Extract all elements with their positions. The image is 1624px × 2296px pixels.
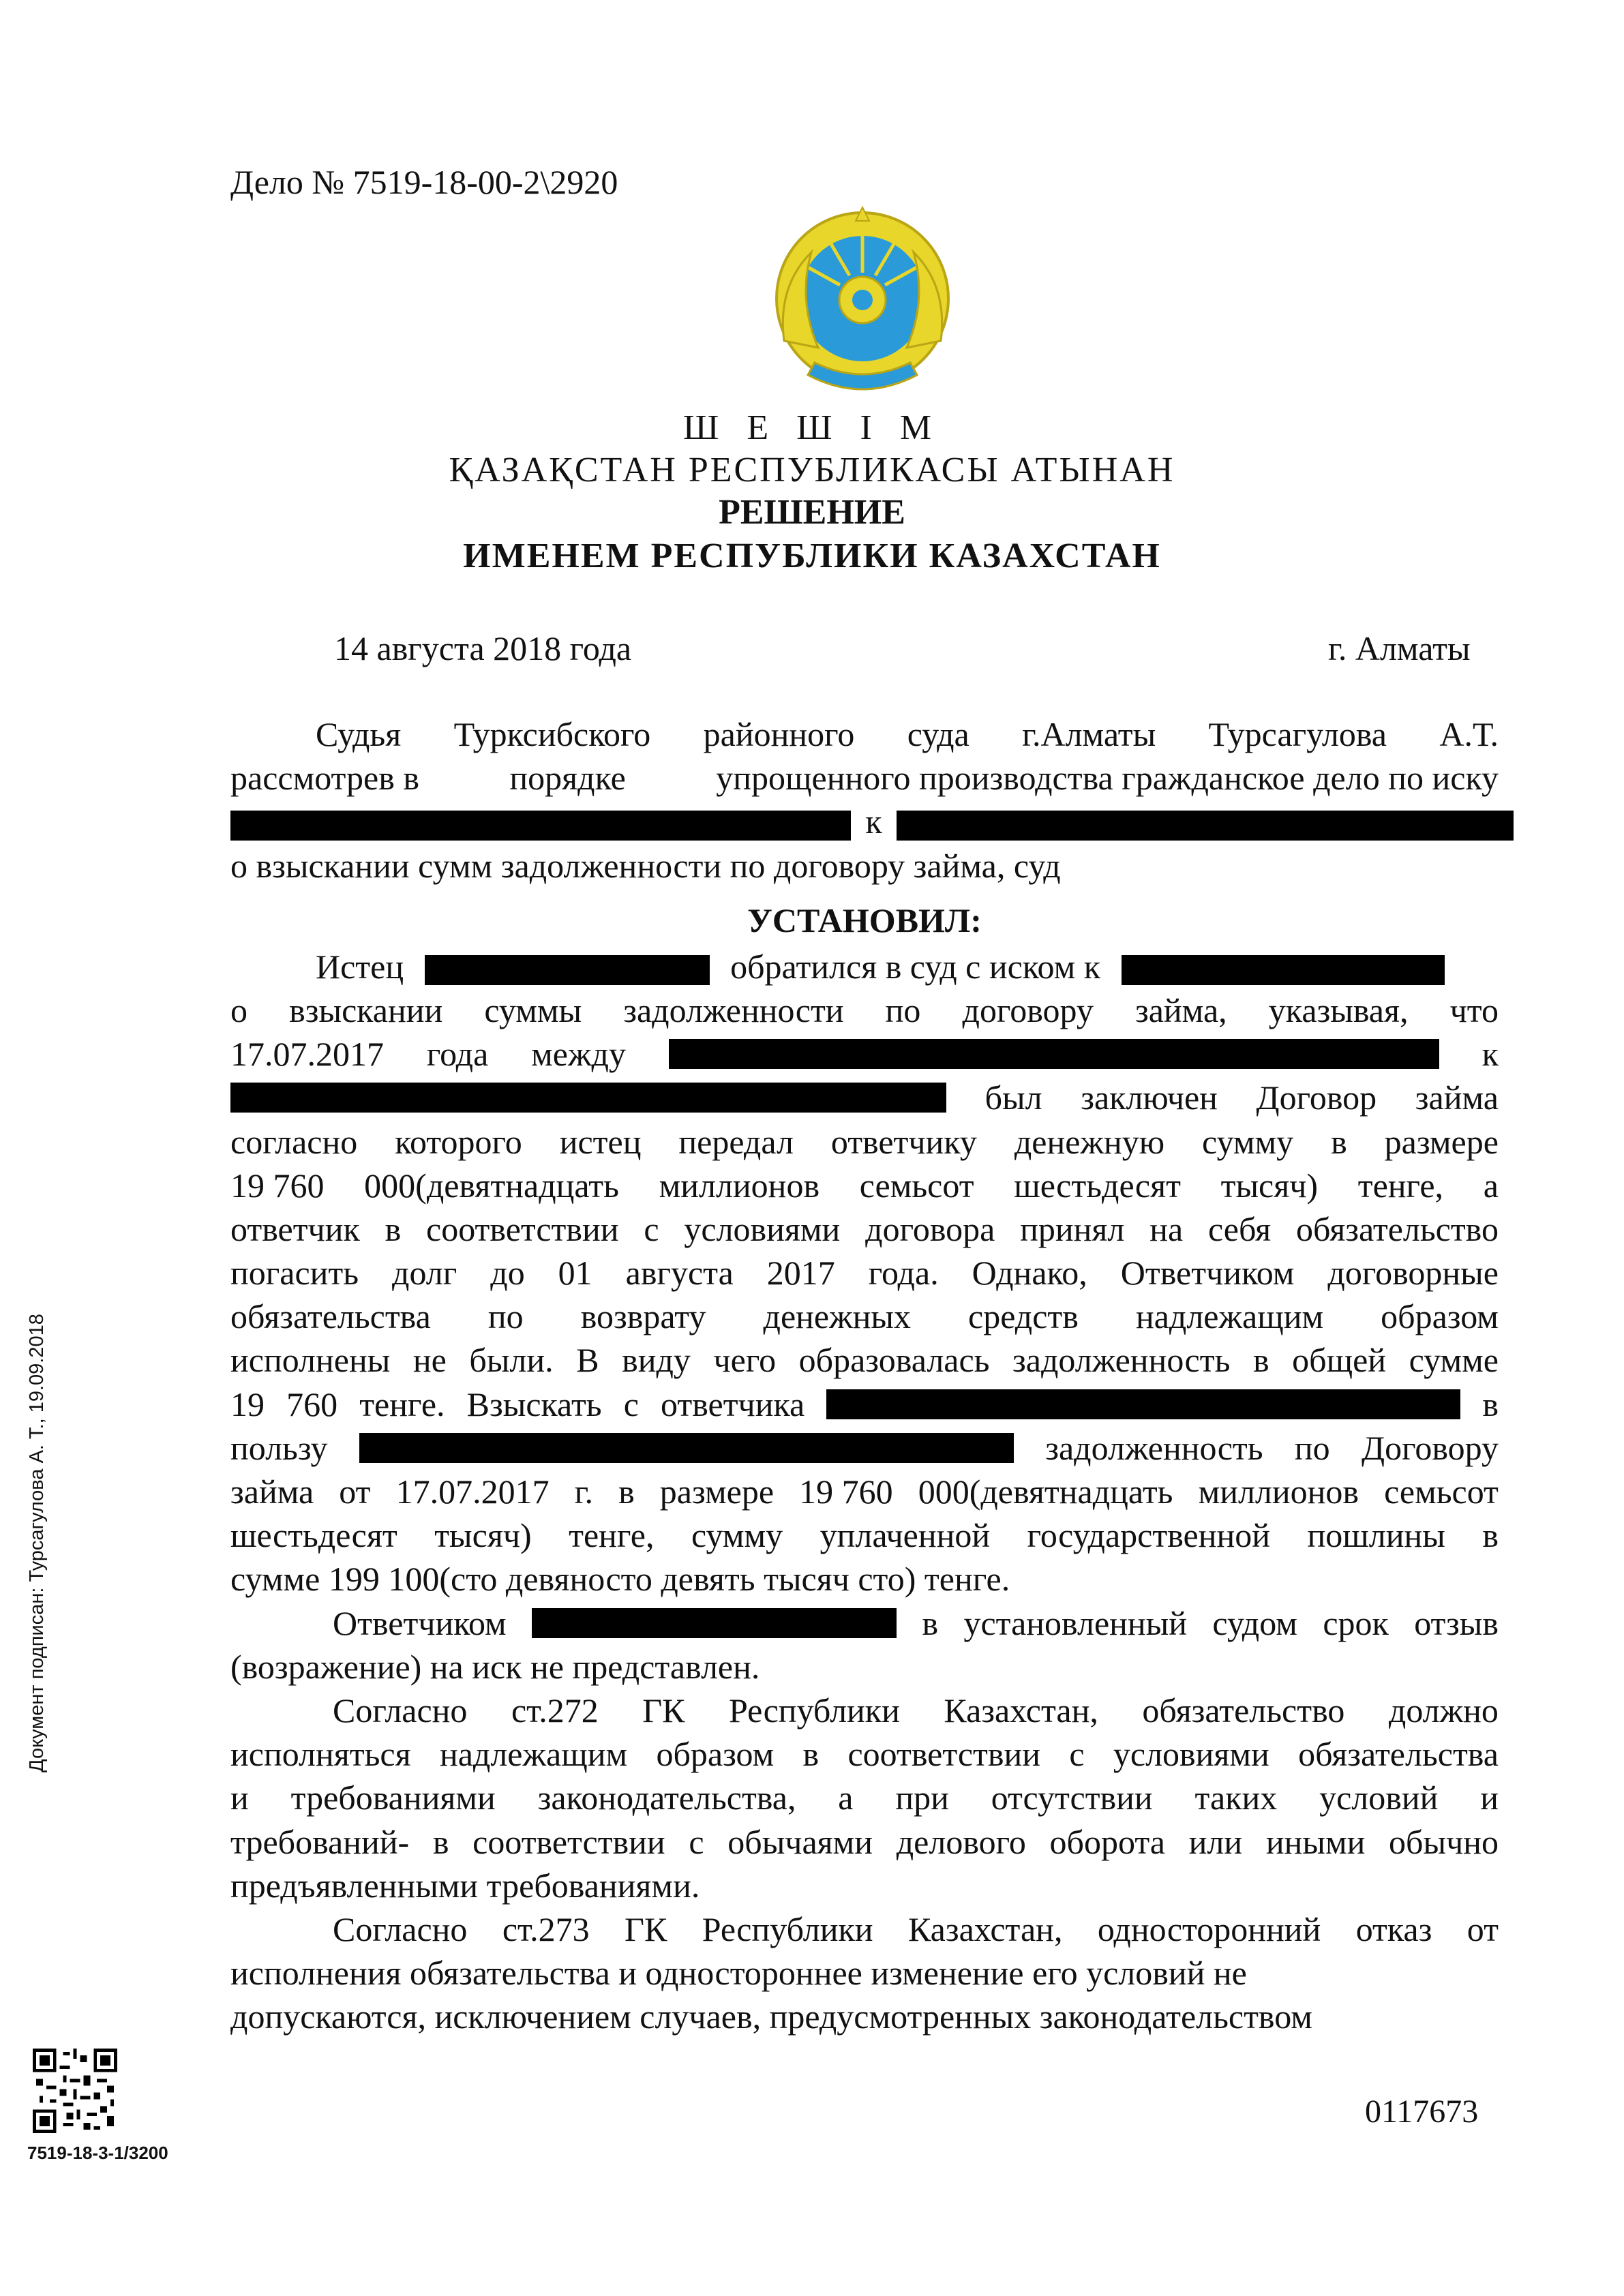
- intro-line-4: о взыскании сумм задолженности по договору займа, суд: [230, 846, 1061, 885]
- kazakhstan-state-emblem-icon: [770, 205, 954, 408]
- para1-line-15: сумме 199 100(сто девяносто девять тысяч сто) тенге.: [230, 1560, 1010, 1599]
- redacted-block: [826, 1389, 1460, 1419]
- intro-line-1: Судья Турксибского районного суда г.Алматы Турсагулова А.Т.: [316, 715, 1499, 753]
- para1-line-14: шестьдесят тысяч) тенге, сумму уплаченной государственной пошлины в: [230, 1516, 1499, 1555]
- serial-number: 0117673: [1365, 2094, 1479, 2130]
- header-kazakh-decision: Ш Е Ш І М: [682, 408, 942, 447]
- para3-line-1: Согласно ст.272 ГК Республики Казахстан, обязательство должно: [333, 1691, 1499, 1729]
- redacted-block: [230, 1083, 946, 1113]
- header-republic-name: ИМЕНЕМ РЕСПУБЛИКИ КАЗАХСТАН: [463, 537, 1161, 575]
- para1-line-1: Истец обратился в суд с иском к: [230, 945, 1499, 988]
- para1-line-8: погасить долг до 01 августа 2017 года. Однако, Ответчиком договорные: [230, 1254, 1499, 1293]
- qr-caption: 7519-18-3-1/3200: [27, 2143, 168, 2163]
- para1-line-6: 19 760 000(девятнадцать миллионов семьсот шестьдесят тысяч) тенге, а: [230, 1166, 1499, 1205]
- para4-line-1: Согласно ст.273 ГК Республики Казахстан, односторонний отказ от: [333, 1909, 1499, 1948]
- para1-line-2: о взыскании суммы задолженности по договору займа, указывая, что: [230, 991, 1499, 1029]
- document-body: [230, 712, 1499, 2038]
- decision-city: г. Алматы: [1328, 629, 1471, 667]
- qr-code-icon: [33, 2049, 117, 2133]
- para4-line-2: исполнения обязательства и одностороннее изменение его условий не: [230, 1954, 1247, 1993]
- para4-line-3: допускаются, исключением случаев, предусмотренных законодательством: [230, 1997, 1312, 2036]
- para1-line-10: исполнены не были. В виду чего образовалась задолженность в общей сумме: [230, 1341, 1499, 1380]
- redacted-block: [532, 1608, 897, 1638]
- redacted-block: [230, 811, 851, 841]
- para1-line-11: 19 760 тенге. Взыскать с ответчика в: [230, 1385, 1499, 1423]
- header-kazakh-name: ҚАЗАҚСТАН РЕСПУБЛИКАСЫ АТЫНАН: [449, 451, 1175, 489]
- para3-line-2: исполняться надлежащим образом в соответствии с условиями обязательства: [230, 1735, 1499, 1774]
- redacted-block: [359, 1433, 1014, 1463]
- redacted-block: [669, 1039, 1439, 1069]
- redacted-block: [1122, 955, 1445, 985]
- case-number: Дело № 7519-18-00-2\2920: [230, 163, 618, 201]
- intro-line-3: к: [230, 800, 1499, 843]
- para1-line-12: пользу задолженность по Договору: [230, 1428, 1499, 1467]
- signature-note: Документ подписан: Турсагулова А. Т., 19.09.2018: [26, 1314, 48, 1772]
- para3-line-5: предъявленными требованиями.: [230, 1866, 700, 1905]
- decision-date: 14 августа 2018 года: [334, 629, 632, 667]
- para3-line-4: требований- в соответствии с обычаями делового оборота или иными обычно: [230, 1822, 1499, 1861]
- intro-line-2: рассмотрев в порядке упрощенного производства гражданское дело по иску: [230, 759, 1499, 798]
- para1-line-4: был заключен Договор займа: [230, 1076, 1499, 1119]
- para1-line-13: займа от 17.07.2017 г. в размере 19 760 000(девятнадцать миллионов семьсот: [230, 1472, 1499, 1511]
- para1-line-3: 17.07.2017 года между к: [230, 1035, 1499, 1074]
- para1-line-5: согласно которого истец передал ответчику денежную сумму в размере: [230, 1122, 1499, 1161]
- redacted-block: [897, 811, 1514, 841]
- para1-line-7: ответчик в соответствии с условиями договора принял на себя обязательство: [230, 1209, 1499, 1248]
- para1-line-9: обязательства по возврату денежных средств надлежащим образом: [230, 1297, 1499, 1336]
- established-heading: УСТАНОВИЛ:: [747, 901, 982, 939]
- para2-line-1: Ответчиком в установленный судом срок отзыв: [333, 1603, 1499, 1642]
- header-decision: РЕШЕНИЕ: [719, 493, 905, 532]
- para3-line-3: и требованиями законодательства, а при отсутствии таких условий и: [230, 1779, 1499, 1817]
- redacted-block: [425, 955, 710, 985]
- para2-line-2: (возражение) на иск не представлен.: [230, 1647, 760, 1686]
